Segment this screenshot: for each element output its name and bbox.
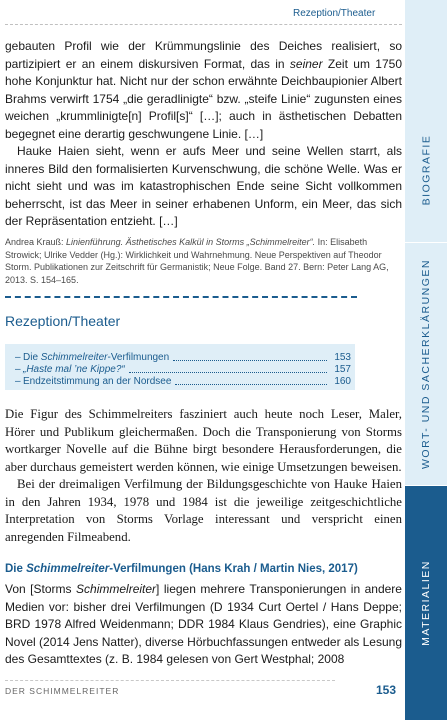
toc-leader bbox=[173, 354, 327, 361]
citation-rest: In: Elisabeth Strowick; Ulrike Vedder (Hg.): Wirklichkeit und Wahrnehmung. Neue Perspektiven auf Theodor Storm. Publikationen zur Zeitschrift für Germanistik; Neue Folge. Band 27. Bern: Peter Lang AG, 2013. S. 154–165. bbox=[5, 237, 389, 285]
quote-text: Zeit um 1750 hohe Konjunktur hat. Nicht nur der schon erwähnte Deichbaupionier Albert Brahms verwirft 1754 „die geradlinigte“ bzw. „steife Linie“ zugunsten eines weichen „krummlinigte[n] Profil[s]“ […]; auch in ästhetischen Debatten begegnet eine derartig geschwungene Linie. […] bbox=[5, 56, 402, 141]
toc-label-text: -Verfilmungen bbox=[107, 351, 170, 363]
tab-materialien[interactable] bbox=[405, 486, 447, 720]
running-header: Rezeption/Theater bbox=[293, 8, 376, 19]
footer-book-title: DER SCHIMMELREITER bbox=[5, 686, 120, 696]
subsection-heading bbox=[5, 563, 358, 575]
toc-item[interactable] bbox=[15, 375, 351, 387]
tab-wort-und-sacherklaerungen[interactable] bbox=[405, 243, 447, 485]
section-toc bbox=[5, 344, 355, 390]
quote-block bbox=[5, 38, 402, 231]
toc-item[interactable] bbox=[15, 363, 351, 375]
toc-page-number: 157 bbox=[334, 363, 351, 375]
tab-top-blank bbox=[405, 0, 447, 98]
tab-biografie[interactable] bbox=[405, 98, 447, 242]
body-emphasis: Schimmelreiter bbox=[76, 582, 157, 596]
toc-label-text: Die bbox=[23, 351, 41, 363]
section-divider bbox=[5, 296, 357, 298]
main-text bbox=[5, 406, 402, 546]
toc-dash: – bbox=[15, 351, 21, 363]
quote-paragraph-1 bbox=[5, 38, 402, 143]
toc-label bbox=[23, 376, 171, 387]
quote-paragraph-2: Hauke Haien sieht, wenn er aufs Meer und seine Wellen starrt, als inneres Bild den formalisierten Kurvenschwung, die schöne Welle. Was er nicht sieht und was im katastrophischen Ende seine Sicht vollkommen beherrscht, ist das Meer in seiner erhabenen Unform, ein Meer, das sich der Repräsentation entzieht. […] bbox=[5, 144, 402, 228]
citation-author: Andrea Krauß: bbox=[5, 237, 67, 247]
toc-page-number: 160 bbox=[334, 375, 351, 387]
toc-leader bbox=[175, 378, 327, 385]
subsection-emphasis: Schimmelreiter bbox=[26, 563, 110, 575]
toc-leader bbox=[129, 366, 327, 373]
main-paragraph-2: Bei der dreimaligen Verfilmung der Bildungsgeschichte von Hauke Haien in den Jahren 1934, 1978 und 1984 ist die jeweilige zeitgeschichtliche Interpretation von Storms Vorlage interessant und verspricht einen anregenden Filmeabend. bbox=[5, 477, 402, 544]
tab-label: BIOGRAFIE bbox=[420, 134, 432, 206]
toc-label-text: Endzeitstimmung an der Nordsee bbox=[23, 375, 172, 387]
page-number: 153 bbox=[376, 683, 397, 697]
body-text: Von [Storms bbox=[5, 582, 77, 596]
main-paragraph-1: Die Figur des Schimmelreiters fasziniert auch heute noch Leser, Maler, Hörer und Publikum gleichermaßen. Doch die Transponierung von Storms wortkarger Novelle auf die Bühne birgt besondere Herausforderungen, die aber durchaus gemeistert werden können, wie einige Umsetzungen beweisen. bbox=[5, 407, 402, 474]
toc-label bbox=[23, 352, 169, 363]
citation-title: Linienführung. Ästhetisches Kalkül in Storms „Schimmelreiter“. bbox=[66, 237, 316, 247]
toc-label-emphasis: Schimmelreiter bbox=[40, 351, 108, 363]
tab-label: WORT- UND SACHERKLÄRUNGEN bbox=[420, 259, 432, 469]
toc-dash: – bbox=[15, 375, 21, 387]
toc-item[interactable] bbox=[15, 351, 351, 363]
toc-label-emphasis: „Haste mal ’ne Kippe?“ bbox=[23, 363, 125, 375]
quote-emphasis: seiner bbox=[289, 56, 323, 71]
subsection-text: -Verfilmungen (Hans Krah / Martin Nies, 2017) bbox=[109, 563, 358, 575]
body-text: ] liegen mehrere Transponierungen in andere Medien vor: bisher drei Verfilmungen (D 1934 Curt Oertel / Hans Deppe; BRD 1978 Alfred Weidenmann; DDR 1984 Klaus Gendries), eine Graphic Novel (2014 Jens Natter), diverse Hörbuchfassungen entweder als Lesung des Gesamttextes (z. B. 1984 gelesen von Gert Westphal; 2008 bbox=[5, 582, 402, 666]
quote-text: gebauten Profil wie der Krümmungslinie des Deiches realisiert, so partizipiert er an einem diskursiven Format, das in bbox=[5, 39, 402, 71]
source-citation bbox=[5, 236, 402, 286]
subsection-paragraph bbox=[5, 581, 402, 669]
tab-label: MATERIALIEN bbox=[420, 560, 433, 646]
footer-rule bbox=[5, 680, 335, 681]
subsection-body bbox=[5, 581, 402, 669]
header-rule bbox=[5, 24, 402, 25]
toc-label bbox=[23, 364, 125, 375]
section-title: Rezeption/Theater bbox=[5, 313, 121, 329]
toc-page-number: 153 bbox=[334, 351, 351, 363]
subsection-text: Die bbox=[5, 563, 27, 575]
toc-dash: – bbox=[15, 363, 21, 375]
